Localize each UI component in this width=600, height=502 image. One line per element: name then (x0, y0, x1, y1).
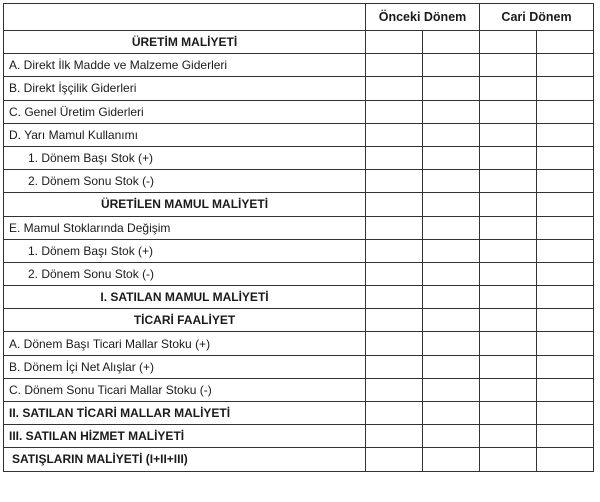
value-cell[interactable] (537, 425, 594, 448)
value-cell[interactable] (537, 216, 594, 239)
value-cell[interactable] (423, 193, 480, 216)
value-cell[interactable] (537, 146, 594, 169)
value-cell[interactable] (480, 193, 537, 216)
value-cell[interactable] (366, 100, 423, 123)
value-cell[interactable] (366, 378, 423, 401)
row-label: 1. Dönem Başı Stok (+) (4, 239, 366, 262)
value-cell[interactable] (537, 54, 594, 77)
value-cell[interactable] (537, 402, 594, 425)
row-label: E. Mamul Stoklarında Değişim (4, 216, 366, 239)
row-label: B. Dönem İçi Net Alışlar (+) (4, 355, 366, 378)
header-previous-period: Önceki Dönem (366, 4, 480, 31)
value-cell[interactable] (423, 123, 480, 146)
value-cell[interactable] (480, 216, 537, 239)
value-cell[interactable] (423, 170, 480, 193)
value-cell[interactable] (423, 31, 480, 54)
table-row (4, 448, 594, 471)
table-row (4, 239, 594, 262)
value-cell[interactable] (480, 402, 537, 425)
table-row (4, 378, 594, 401)
row-label: TİCARİ FAALİYET (4, 309, 366, 332)
value-cell[interactable] (537, 77, 594, 100)
value-cell[interactable] (366, 193, 423, 216)
row-label: I. SATILAN MAMUL MALİYETİ (4, 286, 366, 309)
value-cell[interactable] (423, 262, 480, 285)
value-cell[interactable] (480, 31, 537, 54)
value-cell[interactable] (423, 146, 480, 169)
header-row (4, 4, 594, 31)
row-label: SATIŞLARIN MALİYETİ (I+II+III) (4, 448, 366, 471)
value-cell[interactable] (537, 309, 594, 332)
value-cell[interactable] (366, 355, 423, 378)
value-cell[interactable] (480, 309, 537, 332)
table-row (4, 77, 594, 100)
row-label: ÜRETİM MALİYETİ (4, 31, 366, 54)
value-cell[interactable] (537, 170, 594, 193)
value-cell[interactable] (366, 448, 423, 471)
row-label: D. Yarı Mamul Kullanımı (4, 123, 366, 146)
value-cell[interactable] (480, 262, 537, 285)
value-cell[interactable] (366, 170, 423, 193)
value-cell[interactable] (366, 262, 423, 285)
value-cell[interactable] (480, 123, 537, 146)
value-cell[interactable] (423, 448, 480, 471)
table-row (4, 402, 594, 425)
value-cell[interactable] (480, 378, 537, 401)
value-cell[interactable] (366, 54, 423, 77)
value-cell[interactable] (480, 425, 537, 448)
header-blank-cell (4, 4, 366, 31)
row-label: B. Direkt İşçilik Giderleri (4, 77, 366, 100)
row-label: A. Dönem Başı Ticari Mallar Stoku (+) (4, 332, 366, 355)
value-cell[interactable] (480, 355, 537, 378)
value-cell[interactable] (423, 239, 480, 262)
table-row (4, 146, 594, 169)
value-cell[interactable] (480, 100, 537, 123)
value-cell[interactable] (366, 123, 423, 146)
value-cell[interactable] (423, 77, 480, 100)
row-label: 2. Dönem Sonu Stok (-) (4, 262, 366, 285)
value-cell[interactable] (480, 332, 537, 355)
value-cell[interactable] (537, 378, 594, 401)
value-cell[interactable] (480, 170, 537, 193)
table-row (4, 309, 594, 332)
value-cell[interactable] (480, 286, 537, 309)
value-cell[interactable] (366, 77, 423, 100)
header-current-period: Cari Dönem (480, 4, 594, 31)
value-cell[interactable] (366, 402, 423, 425)
value-cell[interactable] (537, 262, 594, 285)
value-cell[interactable] (480, 239, 537, 262)
table-row (4, 262, 594, 285)
table-row (4, 193, 594, 216)
value-cell[interactable] (423, 355, 480, 378)
value-cell[interactable] (480, 54, 537, 77)
value-cell[interactable] (423, 309, 480, 332)
value-cell[interactable] (366, 309, 423, 332)
value-cell[interactable] (537, 100, 594, 123)
value-cell[interactable] (537, 286, 594, 309)
table-row (4, 355, 594, 378)
value-cell[interactable] (423, 286, 480, 309)
row-label: III. SATILAN HİZMET MALİYETİ (4, 425, 366, 448)
value-cell[interactable] (366, 239, 423, 262)
value-cell[interactable] (423, 402, 480, 425)
value-cell[interactable] (423, 100, 480, 123)
value-cell[interactable] (423, 332, 480, 355)
table-body (4, 31, 594, 472)
value-cell[interactable] (366, 146, 423, 169)
table-row (4, 425, 594, 448)
table-row (4, 31, 594, 54)
value-cell[interactable] (423, 54, 480, 77)
row-label: C. Dönem Sonu Ticari Mallar Stoku (-) (4, 378, 366, 401)
value-cell[interactable] (480, 77, 537, 100)
table-row (4, 286, 594, 309)
table-row (4, 54, 594, 77)
value-cell[interactable] (537, 332, 594, 355)
table-row (4, 170, 594, 193)
value-cell[interactable] (537, 448, 594, 471)
table-row (4, 332, 594, 355)
row-label: ÜRETİLEN MAMUL MALİYETİ (4, 193, 366, 216)
value-cell[interactable] (366, 286, 423, 309)
row-label: 1. Dönem Başı Stok (+) (4, 146, 366, 169)
value-cell[interactable] (537, 355, 594, 378)
row-label: II. SATILAN TİCARİ MALLAR MALİYETİ (4, 402, 366, 425)
value-cell[interactable] (366, 332, 423, 355)
row-label: A. Direkt İlk Madde ve Malzeme Giderleri (4, 54, 366, 77)
value-cell[interactable] (537, 123, 594, 146)
table-row (4, 123, 594, 146)
table-row (4, 216, 594, 239)
value-cell[interactable] (366, 216, 423, 239)
value-cell[interactable] (537, 193, 594, 216)
cost-statement-table (3, 3, 594, 472)
row-label: C. Genel Üretim Giderleri (4, 100, 366, 123)
value-cell[interactable] (480, 448, 537, 471)
value-cell[interactable] (423, 425, 480, 448)
table-row (4, 100, 594, 123)
value-cell[interactable] (480, 146, 537, 169)
value-cell[interactable] (537, 31, 594, 54)
value-cell[interactable] (423, 216, 480, 239)
value-cell[interactable] (537, 239, 594, 262)
value-cell[interactable] (366, 425, 423, 448)
row-label: 2. Dönem Sonu Stok (-) (4, 170, 366, 193)
value-cell[interactable] (366, 31, 423, 54)
value-cell[interactable] (423, 378, 480, 401)
